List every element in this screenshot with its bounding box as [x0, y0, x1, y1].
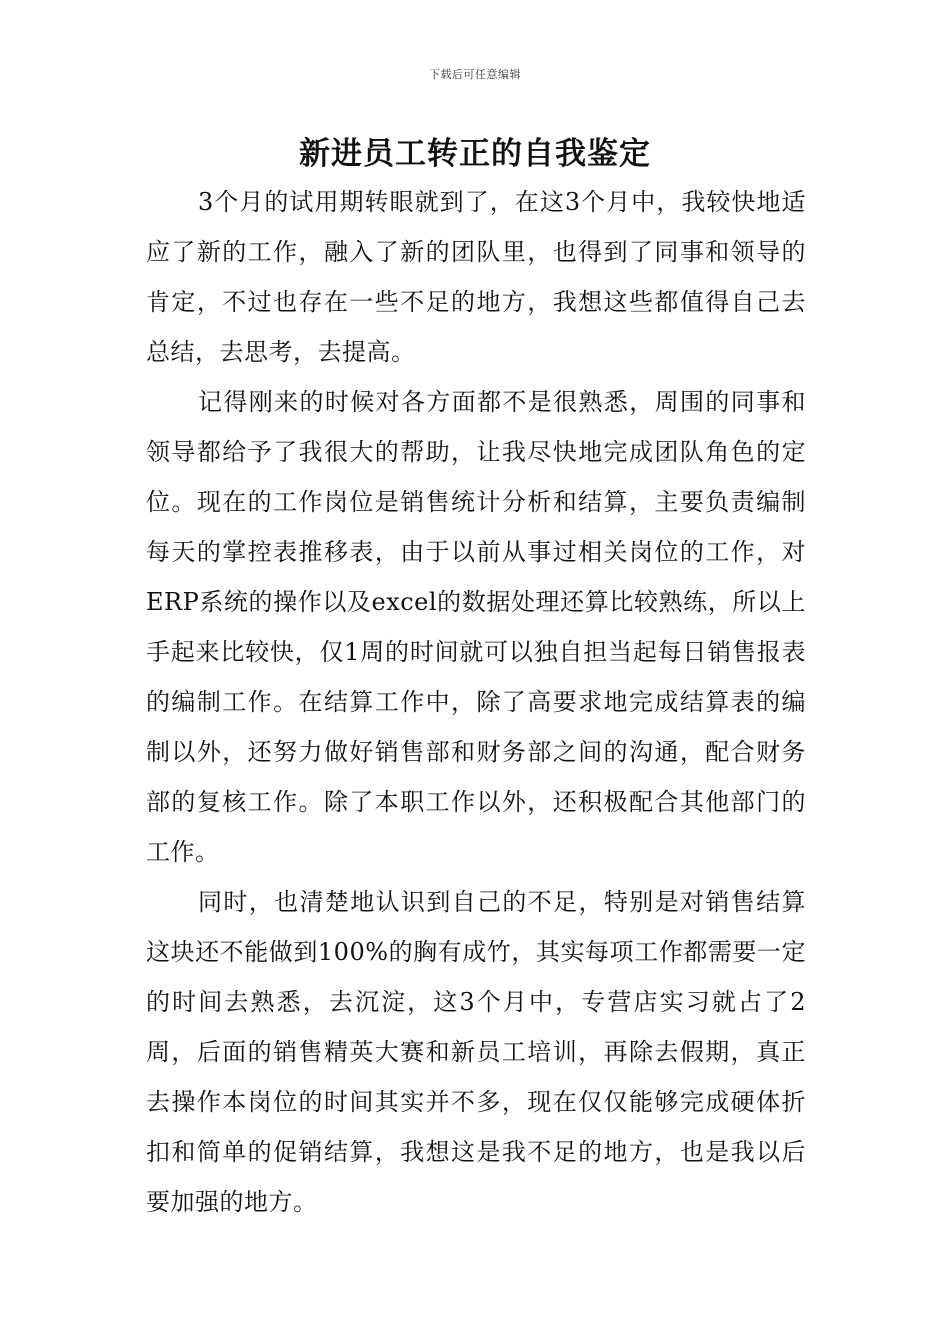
document-body	[146, 177, 806, 1227]
document-title: 新进员工转正的自我鉴定	[299, 136, 651, 172]
header-note: 下载后可任意编辑	[429, 68, 521, 81]
paragraph-1: 3个月的试用期转眼就到了，在这3个月中，我较快地适应了新的工作，融入了新的团队里，也得到了同事和领导的肯定，不过也存在一些不足的地方，我想这些都值得自己去总结，去思考，去提高。	[146, 188, 806, 366]
paragraph-3: 同时，也清楚地认识到自己的不足，特别是对销售结算这块还不能做到100%的胸有成竹，其实每项工作都需要一定的时间去熟悉，去沉淀，这3个月中，专营店实习就占了2周，后面的销售精英大赛和新员工培训，再除去假期，真正去操作本岗位的时间其实并不多，现在仅仅能够完成硬体折扣和简单的促销结算，我想这是我不足的地方，也是我以后要加强的地方。	[146, 888, 806, 1216]
paragraph-2: 记得刚来的时候对各方面都不是很熟悉，周围的同事和领导都给予了我很大的帮助，让我尽快地完成团队角色的定位。现在的工作岗位是销售统计分析和结算，主要负责编制每天的掌控表推移表，由于以前从事过相关岗位的工作，对ERP系统的操作以及excel的数据处理还算比较熟练，所以上手起来比较快，仅1周的时间就可以独自担当起每日销售报表的编制工作。在结算工作中，除了高要求地完成结算表的编制以外，还努力做好销售部和财务部之间的沟通，配合财务部的复核工作。除了本职工作以外，还积极配合其他部门的工作。	[146, 388, 806, 866]
